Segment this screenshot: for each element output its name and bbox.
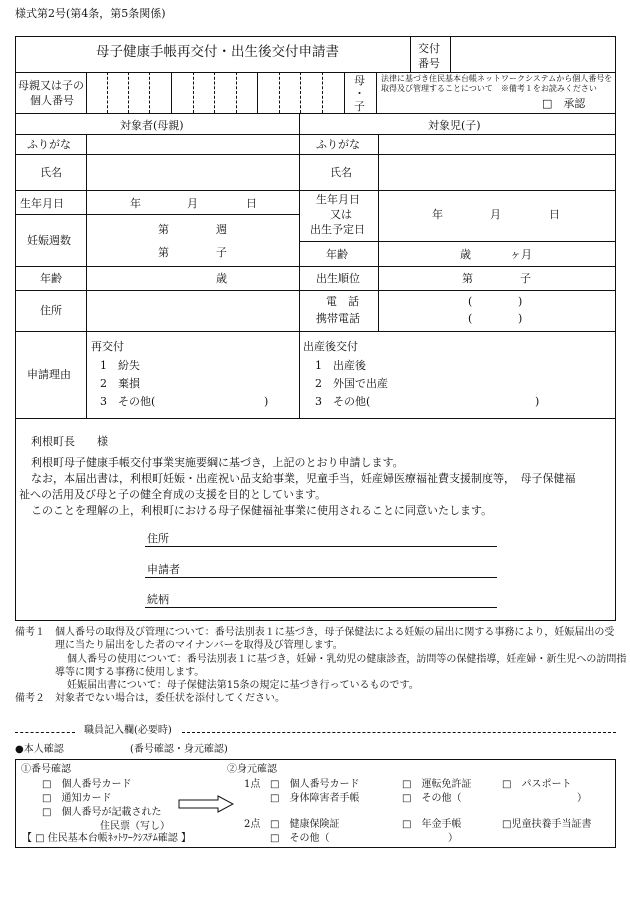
child-age-months-unit: ヶ月 [510,248,532,261]
identity-disability-card[interactable]: □ 身体障害者手帳 [270,793,360,804]
signature-relation-label: 続柄 [147,593,169,606]
declaration-para-2-line-1: なお，本届出書は，利根町妊娠・出産祝い品支給事業，児童手当，妊産婦医療福祉費支援制度等， 母子保健福 [31,472,576,485]
child-furigana-label: ふりがな [316,138,360,151]
consent-text-1: 法律に基づき住民基本台帳ネットワークシステムから個人番号を [381,74,613,83]
number-check-resident-record-copy: 住民票（写し） [100,821,170,832]
child-count-unit: 子 [216,246,227,259]
reissue-option-damaged[interactable]: 2 棄損 [100,377,140,390]
number-check-title: ①番号確認 [21,764,71,775]
mother-furigana-label: ふりがな [27,138,71,151]
child-name-label: 氏名 [330,166,352,179]
identity-health-insurance[interactable]: □ 健康保険証 [270,819,340,830]
mother-option: 母 [354,74,365,87]
id-number-label-1: 母親又は子の [18,79,84,92]
declaration-para-1: 利根町母子健康手帳交付事業実施要綱に基づき，上記のとおり申請します。 [31,456,404,469]
mother-address-input[interactable] [87,291,298,330]
phone-label: 電 話 [326,295,359,308]
week-unit: 週 [216,223,227,236]
arrow-right-icon [178,795,234,813]
child-age-label: 年齢 [326,248,348,261]
child-age-years-unit: 歳 [460,248,471,261]
identity-other-1[interactable]: □ その他（ [402,793,462,804]
identity-drivers-license[interactable]: □ 運転免許証 [402,779,472,790]
note-1-head: 備考１ [15,627,45,638]
postbirth-title: 出産後交付 [303,340,358,353]
child-name-input[interactable] [379,155,615,189]
consent-checkbox[interactable]: □ 承認 [542,97,586,110]
two-point-label: 2点 [244,819,261,830]
mother-birthdate-label: 生年月日 [20,197,64,210]
child-furigana-input[interactable] [379,135,615,153]
consent-text-2: 取得及び管理することについて ※備考１をお読みください [381,84,597,93]
issue-number-label: 交付番号 [418,42,440,70]
mother-name-label: 氏名 [40,166,62,179]
child-birthdate-label-3: 出生予定日 [310,223,365,236]
birth-order-unit: 子 [520,272,531,285]
reissue-option-lost[interactable]: 1 紛失 [100,359,140,372]
mother-birth-day-unit: 日 [246,197,257,210]
child-birthdate-label-1: 生年月日 [316,193,360,206]
mother-age-label: 年齢 [40,272,62,285]
number-check-resident-record[interactable]: □ 個人番号が記載された [42,807,162,818]
mother-section-header: 対象者(母親) [120,119,184,132]
identity-other-2[interactable]: □ その他（ [270,833,330,844]
signature-relation-input[interactable] [180,591,495,606]
identity-passport[interactable]: □ パスポート [502,779,572,790]
reissue-title: 再交付 [91,340,124,353]
postbirth-other-close: ) [535,395,540,408]
note-1-b-line-2: 導等に関する事務に使用します。 [55,667,205,678]
form-title: 母子健康手帳再交付・出生後交付申請書 [96,44,339,60]
id-number-input[interactable] [86,72,344,113]
mother-name-input[interactable] [87,155,298,189]
note-1-b-line-1: 個人番号の使用について：番号法別表１に基づき，妊婦・乳幼児の健康診査，訪問等の保健指導，妊産婦・新生児への訪問指 [67,654,627,665]
postbirth-option-other[interactable]: 3 その他( [315,395,371,408]
separator-dot: ・ [354,87,365,100]
reason-label: 申請理由 [27,368,71,381]
child-birth-day-unit: 日 [549,208,560,221]
identity-check-title: ②身元確認 [227,764,277,775]
addressee: 利根町長 様 [31,435,108,448]
number-check-notice-card[interactable]: □ 通知カード [42,793,112,804]
child-section-header: 対象児(子) [428,119,481,132]
note-2: 対象者でない場合は，委任状を添付してください。 [55,693,285,704]
note-1-a-line-1: 個人番号の取得及び管理について：番号法別表１に基づき，母子保健法による妊娠の届出に関する事務により，妊娠届出の受 [55,627,615,638]
signature-address-input[interactable] [175,530,495,545]
child-option: 子 [354,100,365,113]
mobile-paren-close: ) [518,312,523,325]
child-count-prefix: 第 [158,246,169,259]
child-birthdate-label-2: 又は [330,208,352,221]
signature-address-label: 住所 [147,532,169,545]
child-birth-year-unit: 年 [432,208,443,221]
identity-other-2-close: ） [448,833,458,844]
declaration-para-3: このことを理解の上，利根町における母子保健福祉事業に使用されることに同意いたします。 [31,504,493,517]
mother-birth-month-unit: 月 [187,197,198,210]
note-1-a-line-2: 理に当たり届出をした者のマイナンバーを取得及び管理します。 [55,640,343,651]
mother-furigana-input[interactable] [87,135,298,153]
mobile-paren-open: ( [468,312,473,325]
phone-paren-close: ) [518,295,523,308]
postbirth-option-abroad[interactable]: 2 外国で出産 [315,377,388,390]
note-1-c: 妊娠届出書について：母子保健法第15条の規定に基づき行っているものです。 [67,680,419,691]
postbirth-option-after-birth[interactable]: 1 出産後 [315,359,366,372]
signature-applicant-label: 申請者 [147,563,180,576]
number-check-mynumber-card[interactable]: □ 個人番号カード [42,779,132,790]
declaration-para-2-line-2: 祉への活用及び母と子の健全育成の支援を目的としています。 [19,488,327,501]
birth-order-label: 出生順位 [316,272,360,285]
reissue-other-close: ) [264,395,269,408]
phone-paren-open: ( [468,295,473,308]
mother-birth-year-unit: 年 [130,197,141,210]
identity-mynumber-card[interactable]: □ 個人番号カード [270,779,360,790]
form-reference: 様式第2号(第4条，第5条関係) [15,7,166,20]
identity-child-allowance-cert[interactable]: □児童扶養手当証書 [502,819,592,830]
note-2-head: 備考２ [15,693,45,704]
id-check-title: ●本人確認 [15,744,64,755]
mobile-input[interactable] [474,311,516,325]
reissue-option-other[interactable]: 3 その他( [100,395,156,408]
mother-age-unit: 歳 [216,272,227,285]
id-check-subtitle: (番号確認・身元確認) [130,744,228,755]
mobile-label: 携帯電話 [316,312,360,325]
signature-applicant-input[interactable] [190,561,495,576]
identity-pension-book[interactable]: □ 年金手帳 [402,819,462,830]
mother-address-label: 住所 [40,304,62,317]
staff-section-title: 職員記入欄(必要時) [84,725,172,736]
identity-other-1-close: ） [577,793,587,804]
birth-order-prefix: 第 [462,272,473,285]
one-point-label: 1点 [244,779,261,790]
child-birth-month-unit: 月 [490,208,501,221]
week-prefix: 第 [158,223,169,236]
pregnancy-weeks-label: 妊娠週数 [27,234,71,247]
phone-input[interactable] [474,294,516,308]
juki-net-check[interactable]: 【 □ 住民基本台帳ﾈｯﾄﾜｰｸｼｽﾃﾑ確認 】 [22,833,191,844]
id-number-label-2: 個人番号 [30,94,74,107]
